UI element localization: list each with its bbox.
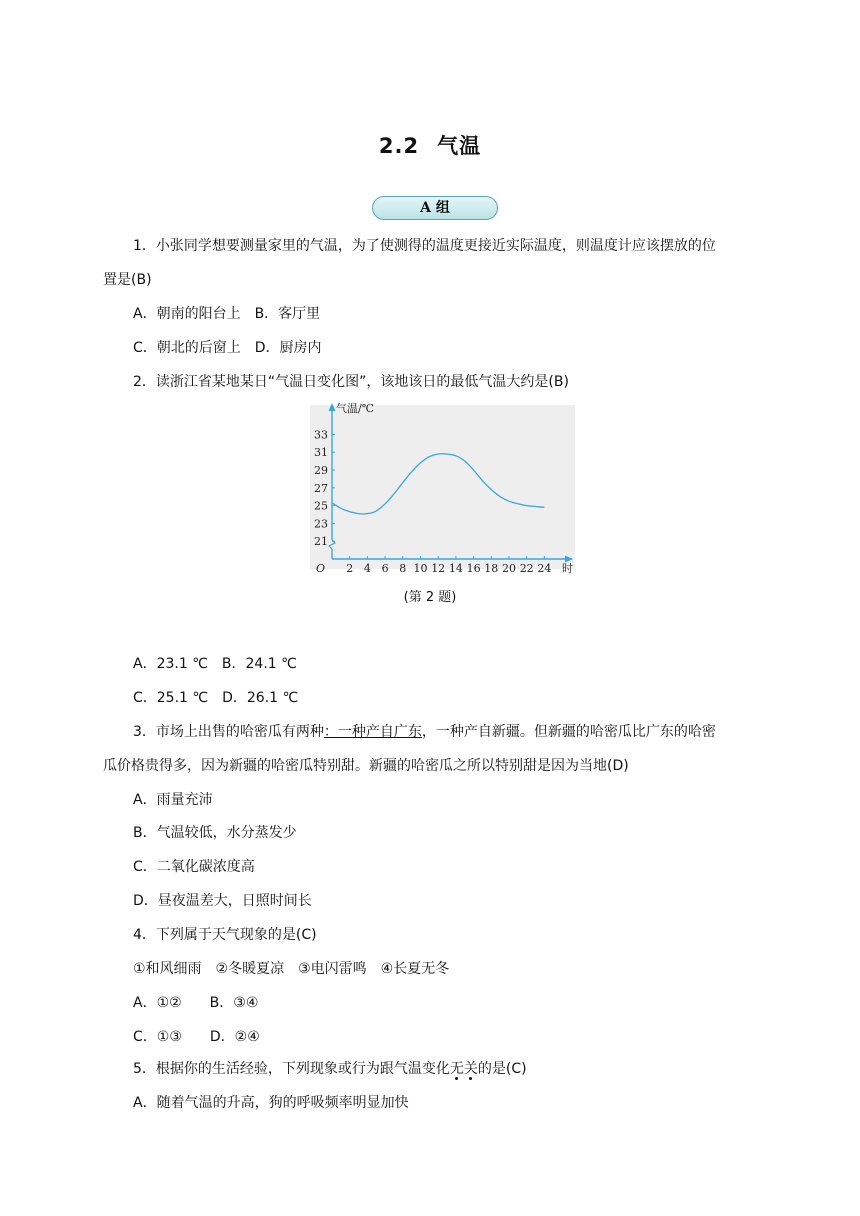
question-5-emphasis-1: 无 <box>449 1061 464 1077</box>
question-2-options-row1: A．23.1 ℃ B．24.1 ℃ <box>133 656 297 672</box>
question-3-text-part1: 3．市场上出售的哈密瓜有两种 <box>133 724 324 740</box>
question-3-text-part3: ，一种产自新疆。但新疆的哈密瓜比广东的哈密 <box>421 724 716 740</box>
y-tick-label: 25 <box>314 499 328 513</box>
question-5-text-part2: 的是(C) <box>477 1061 527 1077</box>
x-tick-label: 10 <box>413 562 428 575</box>
x-tick-label: 18 <box>484 562 499 575</box>
y-tick-label: 21 <box>314 535 328 549</box>
chart-background <box>310 405 575 569</box>
question-3-option-c: C．二氧化碳浓度高 <box>133 859 255 875</box>
x-tick-label: 6 <box>381 562 389 575</box>
question-4-options-row2: C．①③ D．②④ <box>133 1029 260 1045</box>
question-1-options-row2: C．朝北的后窗上 D．厨房内 <box>133 340 322 356</box>
page-title <box>0 130 860 160</box>
question-1-text: 1．小张同学想要测量家里的气温，为了使测得的温度更接近实际温度，则温度计应该摆放的位 <box>133 238 716 254</box>
question-3-option-a: A．雨量充沛 <box>133 792 213 808</box>
question-5-option-a: A．随着气温的升高，狗的呼吸频率明显加快 <box>133 1095 409 1111</box>
question-2-text: 2．读浙江省某地某日“气温日变化图”，该地该日的最低气温大约是(B) <box>133 374 569 390</box>
x-tick-label: 12 <box>431 562 446 575</box>
section-number: 2.2 <box>378 134 420 158</box>
x-tick-label: 24 <box>537 562 552 575</box>
section-title: 气温 <box>437 134 482 158</box>
question-2-options-row2: C．25.1 ℃ D．26.1 ℃ <box>133 690 299 706</box>
question-5-emphasis-2: 关 <box>463 1061 478 1077</box>
question-3-text-underlined: ：一种产自广东 <box>323 724 422 740</box>
x-tick-label: 4 <box>363 562 371 575</box>
y-tick-label: 31 <box>314 446 328 460</box>
question-1-options-row1: A．朝南的阳台上 B．客厅里 <box>133 306 321 322</box>
y-tick-label: 33 <box>314 428 328 442</box>
question-4-items: ①和风细雨 ②冬暖夏凉 ③电闪雷鸣 ④长夏无冬 <box>133 961 450 977</box>
question-5-text <box>133 1059 527 1079</box>
figure-caption: (第 2 题) <box>403 590 457 605</box>
y-axis-label: 气温/℃ <box>336 402 375 415</box>
x-axis-label: 时 <box>562 562 573 575</box>
x-tick-label: 16 <box>466 562 481 575</box>
temperature-chart <box>310 399 580 581</box>
x-tick-label: 22 <box>519 562 534 575</box>
question-4-options-row1: A．①② B．③④ <box>133 995 259 1011</box>
question-3-text-cont: 瓜价格贵得多，因为新疆的哈密瓜特别甜。新疆的哈密瓜之所以特别甜是因为当地(D) <box>103 758 629 774</box>
origin-label: O <box>316 562 326 575</box>
x-tick-label: 8 <box>399 562 407 575</box>
question-1-text-cont: 置是(B) <box>103 272 152 288</box>
y-tick-label: 29 <box>314 464 328 477</box>
temperature-chart-svg <box>310 399 580 581</box>
question-3-text <box>133 722 716 742</box>
x-tick-label: 2 <box>346 562 354 575</box>
question-4-text: 4．下列属于天气现象的是(C) <box>133 927 317 943</box>
question-5-text-part1: 5．根据你的生活经验，下列现象或行为跟气温变化 <box>133 1061 450 1077</box>
x-tick-label: 20 <box>502 562 516 575</box>
y-tick-label: 27 <box>314 481 328 495</box>
question-3-option-d: D．昼夜温差大，日照时间长 <box>133 893 312 909</box>
y-tick-label: 23 <box>314 517 328 531</box>
question-3-option-b: B．气温较低，水分蒸发少 <box>133 825 297 841</box>
group-badge: A 组 <box>372 196 498 220</box>
x-tick-label: 14 <box>448 562 463 575</box>
